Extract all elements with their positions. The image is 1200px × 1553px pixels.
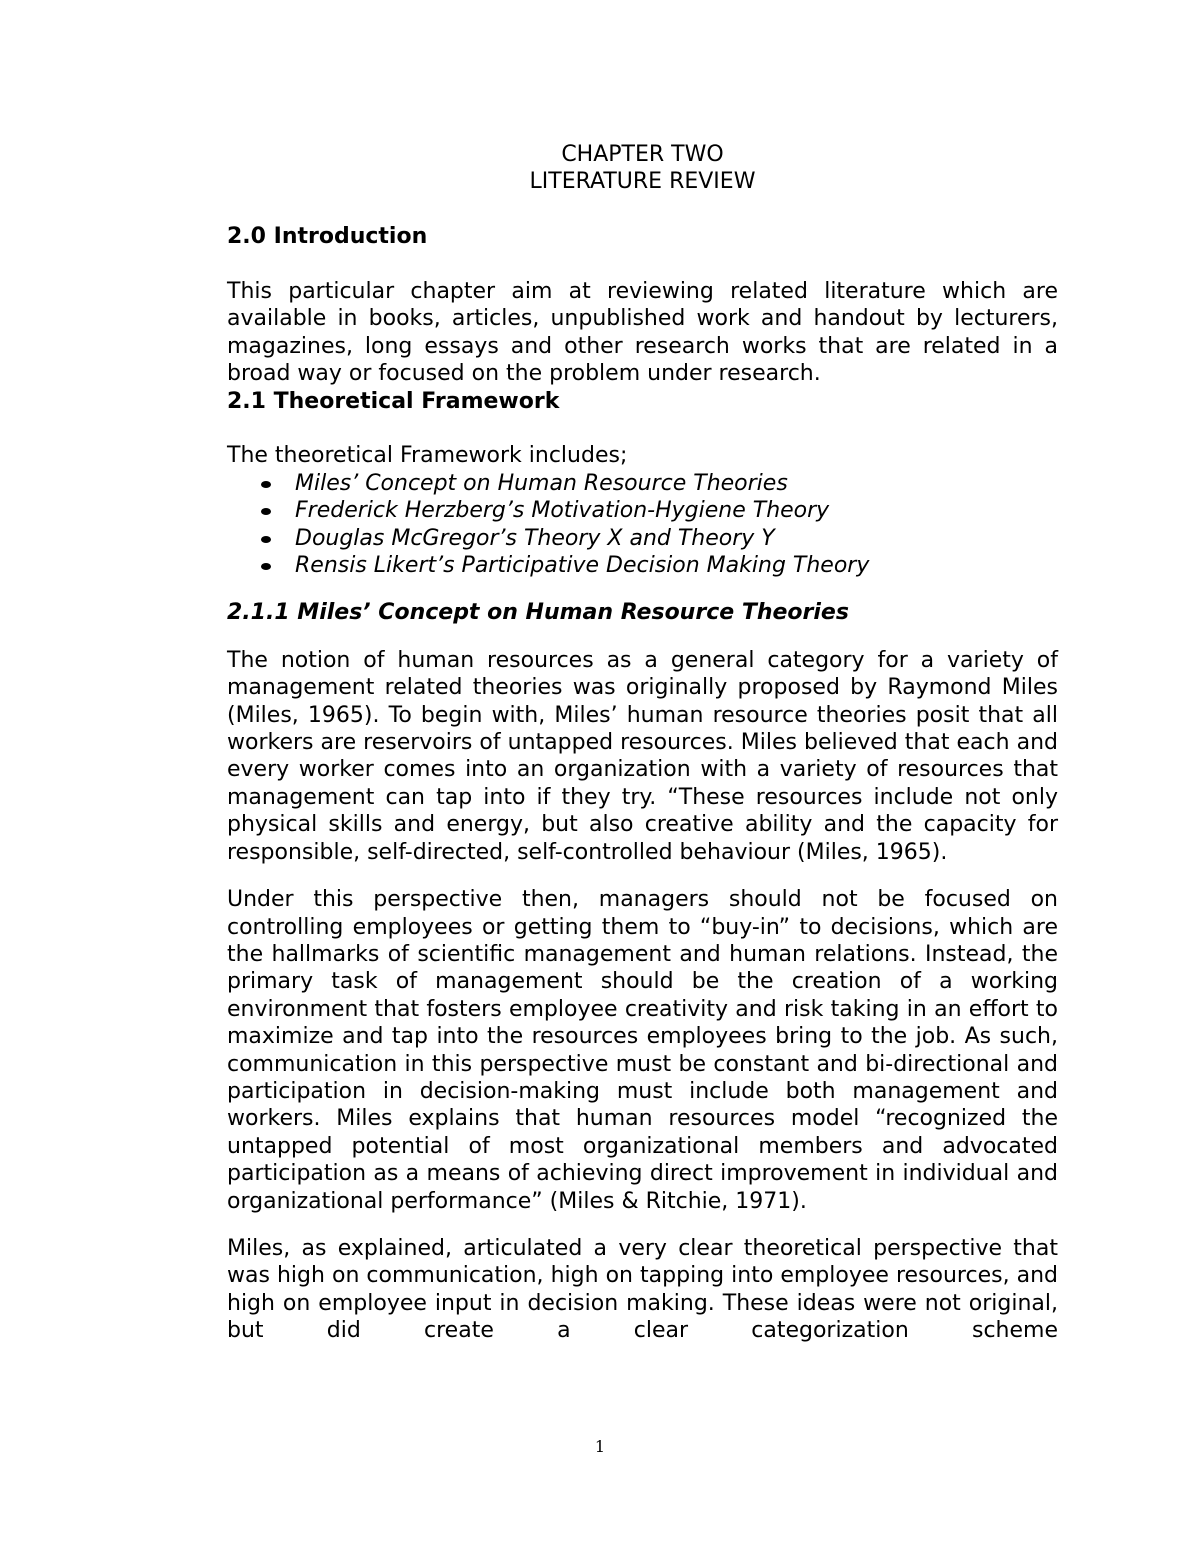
- page-number: 1: [594, 1437, 606, 1456]
- intro-paragraph: This particular chapter aim at reviewing related literature which are available in books, articles, unpublished work and handout by lecturers, magazines, long essays and other research works that are related in a broad way or focused on the problem under research.: [227, 279, 1058, 387]
- bullet-icon: [261, 508, 271, 515]
- section-heading-theoretical-framework: 2.1 Theoretical Framework: [227, 388, 560, 414]
- theory-list: [227, 470, 1058, 580]
- body-paragraph-1: The notion of human resources as a general category for a variety of management related theories was originally proposed by Raymond Miles (Miles, 1965). To begin with, Miles’ human resource theories posit that all workers are reservoirs of untapped resources. Miles believed that each and every worker comes into an organization with a variety of resources that management can tap into if they try. “These resources include not only physical skills and energy, but also creative ability and the capacity for responsible, self-directed, self-controlled behaviour (Miles, 1965).: [227, 647, 1058, 865]
- chapter-title: LITERATURE REVIEW: [529, 169, 756, 195]
- framework-lead-text: The theoretical Framework includes;: [227, 443, 628, 469]
- body-paragraph-3: Miles, as explained, articulated a very clear theoretical perspective that was high on communication, high on tapping into employee resources, and high on employee input in decision making. These ideas were not original, but did create a clear categorization scheme: [227, 1235, 1058, 1344]
- chapter-label: CHAPTER TWO: [561, 142, 724, 167]
- theory-item-label: Rensis Likert’s Participative Decision Making Theory: [295, 553, 870, 579]
- body-paragraph-2: Under this perspective then, managers should not be focused on controlling employees or getting them to “buy-in” to decisions, which are the hallmarks of scientific management and human relations. Instead, the primary task of management should be the creation of a working environment that fosters employee creativity and risk taking in an effort to maximize and tap into the resources employees bring to the job. As such, communication in this perspective must be constant and bi-directional and participation in decision-making must include both management and workers. Miles explains that human resources model “recognized the untapped potential of most organizational members and advocated participation as a means of achieving direct improvement in individual and organizational performance” (Miles & Ritchie, 1971).: [227, 887, 1058, 1214]
- bullet-icon: [261, 563, 271, 570]
- list-item: [227, 525, 1058, 552]
- subsection-heading-miles-concept: 2.1.1 Miles’ Concept on Human Resource Theories: [227, 600, 849, 626]
- bullet-icon: [261, 481, 271, 488]
- theory-item-label: Miles’ Concept on Human Resource Theories: [295, 470, 788, 496]
- list-item: [227, 497, 1058, 524]
- bullet-icon: [261, 536, 271, 543]
- theory-item-label: Douglas McGregor’s Theory X and Theory Y: [295, 525, 775, 551]
- document-body: [227, 141, 1058, 1345]
- section-heading-introduction: 2.0 Introduction: [227, 224, 428, 250]
- list-item: [227, 470, 1058, 497]
- theory-item-label: Frederick Herzberg’s Motivation-Hygiene Theory: [295, 498, 830, 524]
- list-item: [227, 552, 1058, 579]
